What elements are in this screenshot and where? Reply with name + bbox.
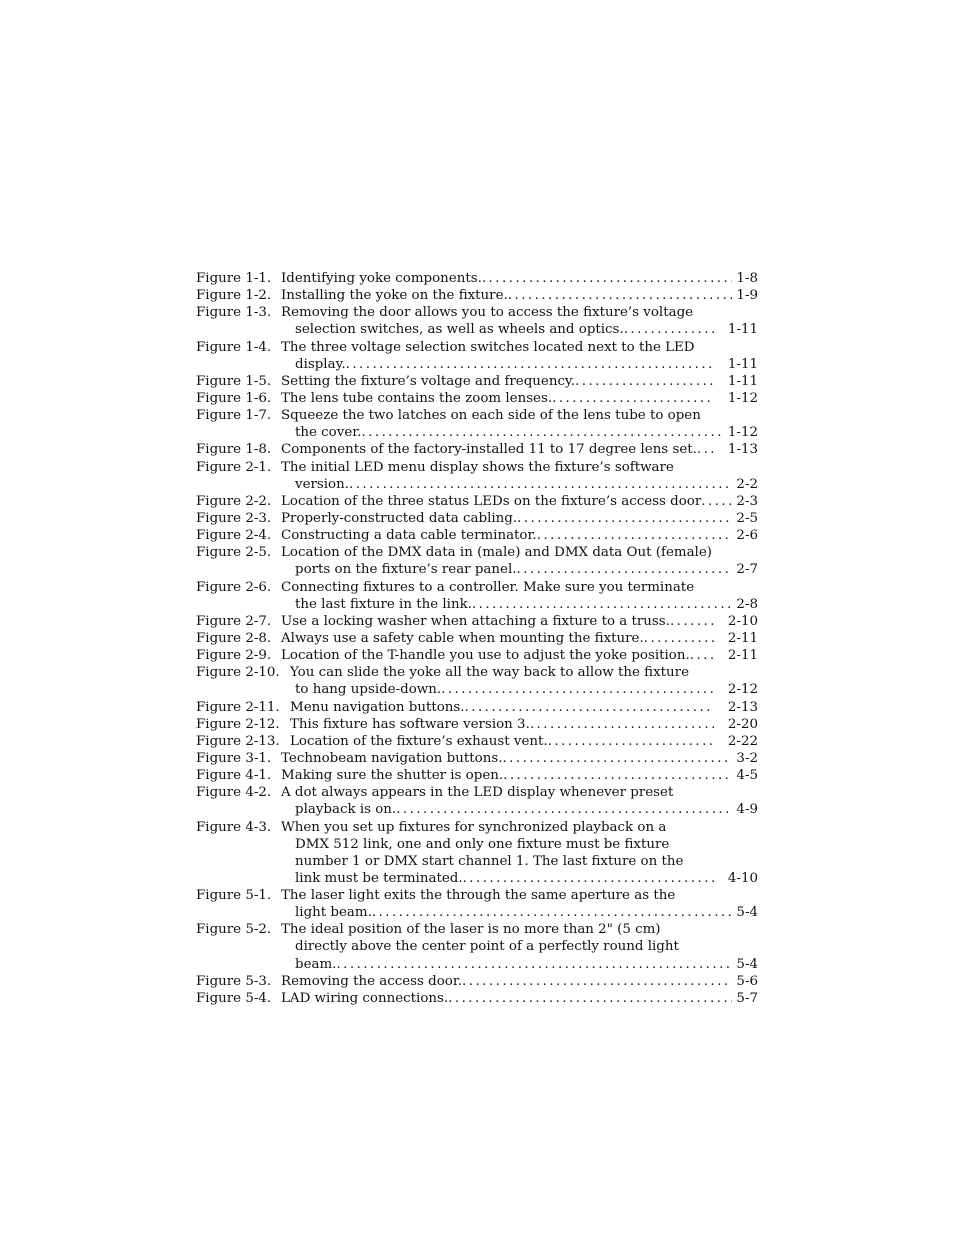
figure-caption: Technobeam navigation buttons. xyxy=(281,750,503,766)
figure-caption: Removing the access door. xyxy=(281,973,463,989)
figure-label: Figure 5-4. xyxy=(196,990,272,1006)
figure-label: Figure 2-11. xyxy=(196,699,280,715)
page-number: 5-4 xyxy=(736,905,758,921)
figure-caption: display. xyxy=(295,356,346,372)
dot-leader xyxy=(624,321,714,338)
figure-caption: Making sure the shutter is open. xyxy=(281,768,504,784)
figure-caption: the last fixture in the link. xyxy=(295,596,472,612)
page-number: 2-8 xyxy=(736,596,758,612)
page-number: 2-12 xyxy=(727,682,758,698)
page-number: 1-11 xyxy=(727,356,758,372)
figure-entry xyxy=(196,287,758,304)
page-number: 2-3 xyxy=(736,493,758,509)
page-number: 4-10 xyxy=(727,870,758,886)
page-number: 2-20 xyxy=(727,716,758,732)
dot-leader xyxy=(575,373,714,390)
figure-entry-line xyxy=(196,767,758,784)
figure-label: Figure 4-1. xyxy=(196,768,272,784)
dot-leader xyxy=(537,527,733,544)
list-of-figures xyxy=(196,270,758,1007)
dot-leader xyxy=(463,870,714,887)
dot-leader xyxy=(530,716,714,733)
figure-entry-line xyxy=(196,407,758,424)
figure-entry-line xyxy=(196,681,758,698)
figure-caption: The three voltage selection switches located next to the LED xyxy=(281,339,695,355)
figure-entry-line xyxy=(196,870,758,887)
figure-entry xyxy=(196,716,758,733)
figure-entry xyxy=(196,699,758,716)
dot-leader xyxy=(502,750,732,767)
figure-entry xyxy=(196,750,758,767)
dot-leader xyxy=(462,973,732,990)
figure-label: Figure 2-1. xyxy=(196,459,272,475)
figure-entry-line xyxy=(196,561,758,578)
figure-caption: This fixture has software version 3. xyxy=(290,716,530,732)
figure-entry-line xyxy=(196,390,758,407)
figure-entry xyxy=(196,664,758,698)
figure-entry-line xyxy=(196,270,758,287)
figure-caption: playback is on. xyxy=(295,802,397,818)
figure-label: Figure 2-12. xyxy=(196,716,280,732)
figure-entry-line xyxy=(196,956,758,973)
figure-entry-line xyxy=(196,510,758,527)
figure-entry xyxy=(196,733,758,750)
page-number: 1-8 xyxy=(736,271,758,286)
figure-label: Figure 2-6. xyxy=(196,579,272,595)
figure-entry xyxy=(196,339,758,373)
figure-entry-line xyxy=(196,990,758,1007)
figure-caption: Use a locking washer when attaching a fixture to a truss. xyxy=(281,613,670,629)
figure-label: Figure 1-7. xyxy=(196,408,272,424)
figure-entry-line xyxy=(196,699,758,716)
figure-label: Figure 2-2. xyxy=(196,493,272,509)
dot-leader xyxy=(465,699,714,716)
figure-entry-line xyxy=(196,801,758,818)
figure-caption: light beam. xyxy=(295,905,372,921)
figure-label: Figure 3-1. xyxy=(196,750,272,766)
dot-leader xyxy=(361,424,723,441)
figure-entry xyxy=(196,647,758,664)
figure-entry xyxy=(196,819,758,888)
dot-leader xyxy=(690,647,714,664)
page-number: 1-11 xyxy=(727,322,758,338)
figure-label: Figure 5-2. xyxy=(196,922,272,938)
dot-leader xyxy=(516,561,732,578)
figure-caption: Always use a safety cable when mounting the fixture. xyxy=(281,630,644,646)
page-number: 2-7 xyxy=(736,562,758,578)
figure-label: Figure 1-4. xyxy=(196,339,272,355)
figure-entry-line xyxy=(196,424,758,441)
figure-caption: Connecting fixtures to a controller. Make sure you terminate xyxy=(281,579,695,595)
dot-leader xyxy=(503,767,732,784)
figure-caption: Removing the door allows you to access the fixture’s voltage xyxy=(281,305,694,321)
figure-caption: The lens tube contains the zoom lenses. xyxy=(281,390,553,406)
figure-entry-line xyxy=(196,921,758,938)
figure-caption: Identifying yoke components. xyxy=(281,271,482,286)
figure-entry xyxy=(196,887,758,921)
figure-label: Figure 1-5. xyxy=(196,373,272,389)
figure-entry xyxy=(196,459,758,493)
page-number: 2-13 xyxy=(727,699,758,715)
figure-entry xyxy=(196,973,758,990)
page-number: 3-2 xyxy=(736,750,758,766)
figure-entry-line xyxy=(196,579,758,596)
figure-entry-line xyxy=(196,630,758,647)
figure-entry-line xyxy=(196,613,758,630)
figure-caption: A dot always appears in the LED display whenever preset xyxy=(281,785,674,801)
figure-entry-line xyxy=(196,853,758,870)
figure-entry xyxy=(196,441,758,458)
figure-label: Figure 5-1. xyxy=(196,888,272,904)
figure-entry xyxy=(196,544,758,578)
page-number: 1-12 xyxy=(727,425,758,441)
figure-caption: selection switches, as well as wheels and optics. xyxy=(295,322,624,338)
figure-entry xyxy=(196,630,758,647)
figure-entry-line xyxy=(196,819,758,836)
page-number: 4-9 xyxy=(736,802,758,818)
figure-entry-line xyxy=(196,784,758,801)
dot-leader xyxy=(396,801,732,818)
figure-caption: number 1 or DMX start channel 1. The last fixture on the xyxy=(295,853,684,869)
figure-entry-line xyxy=(196,459,758,476)
figure-label: Figure 1-6. xyxy=(196,390,272,406)
figure-entry-line xyxy=(196,716,758,733)
figure-label: Figure 2-10. xyxy=(196,665,280,681)
figure-caption: Constructing a data cable terminator. xyxy=(281,528,537,544)
page-number: 5-4 xyxy=(736,956,758,972)
figure-entry-line xyxy=(196,733,758,750)
figure-entry-line xyxy=(196,356,758,373)
page-number: 2-2 xyxy=(736,476,758,492)
page-number: 1-13 xyxy=(727,442,758,458)
figure-label: Figure 1-1. xyxy=(196,271,272,286)
dot-leader xyxy=(552,390,714,407)
page-number: 1-11 xyxy=(727,373,758,389)
figure-caption: Installing the yoke on the fixture. xyxy=(281,288,508,304)
figure-caption: Menu navigation buttons. xyxy=(290,699,465,715)
figure-entry-line xyxy=(196,441,758,458)
dot-leader xyxy=(644,630,714,647)
figure-label: Figure 2-3. xyxy=(196,510,272,526)
figure-entry-line xyxy=(196,287,758,304)
page-number: 1-9 xyxy=(736,288,758,304)
figure-caption: version. xyxy=(295,476,349,492)
dot-leader xyxy=(372,904,733,921)
figure-caption: Properly-constructed data cabling. xyxy=(281,510,518,526)
figure-entry-line xyxy=(196,938,758,955)
dot-leader xyxy=(336,956,732,973)
dot-leader xyxy=(697,441,714,458)
page-number: 4-5 xyxy=(736,768,758,784)
figure-entry xyxy=(196,390,758,407)
figure-entry xyxy=(196,270,758,287)
dot-leader xyxy=(517,510,732,527)
figure-caption: Location of the fixture’s exhaust vent. xyxy=(290,733,548,749)
figure-entry xyxy=(196,407,758,441)
figure-caption: The laser light exits the through the same aperture as the xyxy=(281,888,676,904)
figure-entry-line xyxy=(196,544,758,561)
figure-label: Figure 2-5. xyxy=(196,545,272,561)
figure-caption: LAD wiring connections. xyxy=(281,990,449,1006)
figure-entry-line xyxy=(196,321,758,338)
figure-caption: Setting the fixture’s voltage and frequency. xyxy=(281,373,576,389)
figure-label: Figure 2-4. xyxy=(196,528,272,544)
figure-label: Figure 2-13. xyxy=(196,733,280,749)
figure-label: Figure 2-8. xyxy=(196,630,272,646)
page-number: 5-6 xyxy=(736,973,758,989)
dot-leader xyxy=(448,990,732,1007)
figure-label: Figure 4-3. xyxy=(196,819,272,835)
dot-leader xyxy=(482,270,733,287)
figure-entry-line xyxy=(196,304,758,321)
dot-leader xyxy=(349,476,732,493)
figure-entry-line xyxy=(196,973,758,990)
figure-label: Figure 5-3. xyxy=(196,973,272,989)
figure-entry xyxy=(196,784,758,818)
figure-caption: Location of the T-handle you use to adjust the yoke position. xyxy=(281,648,690,664)
dot-leader xyxy=(346,356,714,373)
page-number: 2-11 xyxy=(727,630,758,646)
figure-entry xyxy=(196,921,758,972)
figure-entry-line xyxy=(196,373,758,390)
figure-entry xyxy=(196,767,758,784)
figure-caption: When you set up fixtures for synchronized playback on a xyxy=(281,819,667,835)
figure-entry xyxy=(196,613,758,630)
figure-caption: link must be terminated. xyxy=(295,870,463,886)
figure-label: Figure 4-2. xyxy=(196,785,272,801)
figure-entry-line xyxy=(196,476,758,493)
figure-caption: to hang upside-down. xyxy=(295,682,442,698)
dot-leader xyxy=(670,613,714,630)
figure-caption: ports on the fixture’s rear panel. xyxy=(295,562,517,578)
page-number: 2-6 xyxy=(736,528,758,544)
figure-caption: The ideal position of the laser is no more than 2" (5 cm) xyxy=(281,922,661,938)
figure-label: Figure 2-9. xyxy=(196,648,272,664)
figure-caption: DMX 512 link, one and only one fixture must be fixture xyxy=(295,836,670,852)
figure-caption: You can slide the yoke all the way back to allow the fixture xyxy=(290,665,689,681)
figure-caption: Components of the factory-installed 11 to 17 degree lens set. xyxy=(281,442,697,458)
figure-entry xyxy=(196,990,758,1007)
page-number: 2-11 xyxy=(727,648,758,664)
dot-leader xyxy=(548,733,714,750)
figure-entry-line xyxy=(196,887,758,904)
page-number: 5-7 xyxy=(736,990,758,1006)
figure-entry-line xyxy=(196,904,758,921)
page-number: 2-10 xyxy=(727,613,758,629)
dot-leader xyxy=(441,681,714,698)
dot-leader xyxy=(701,493,732,510)
figure-caption: beam. xyxy=(295,956,337,972)
figure-entry-line xyxy=(196,647,758,664)
figure-caption: directly above the center point of a perfectly round light xyxy=(295,939,679,955)
dot-leader xyxy=(472,596,732,613)
figure-label: Figure 1-3. xyxy=(196,305,272,321)
figure-label: Figure 1-2. xyxy=(196,288,272,304)
figure-caption: Location of the DMX data in (male) and DMX data Out (female) xyxy=(281,545,712,561)
figure-caption: Squeeze the two latches on each side of the lens tube to open xyxy=(281,408,701,424)
figure-entry xyxy=(196,373,758,390)
page-number: 2-22 xyxy=(727,733,758,749)
figure-entry-line xyxy=(196,493,758,510)
figure-entry-line xyxy=(196,596,758,613)
figure-entry xyxy=(196,510,758,527)
figure-entry-line xyxy=(196,836,758,853)
figure-entry xyxy=(196,493,758,510)
figure-entry xyxy=(196,304,758,338)
page-number: 2-5 xyxy=(736,510,758,526)
dot-leader xyxy=(508,287,733,304)
page-number: 1-12 xyxy=(727,390,758,406)
figure-caption: the cover. xyxy=(295,425,362,441)
figure-entry-line xyxy=(196,750,758,767)
figure-entry xyxy=(196,527,758,544)
figure-caption: Location of the three status LEDs on the fixture’s access door xyxy=(281,493,702,509)
figure-entry-line xyxy=(196,527,758,544)
figure-label: Figure 1-8. xyxy=(196,442,272,458)
figure-label: Figure 2-7. xyxy=(196,613,272,629)
figure-entry xyxy=(196,579,758,613)
figure-entry-line xyxy=(196,339,758,356)
figure-caption: The initial LED menu display shows the fixture’s software xyxy=(281,459,674,475)
figure-entry-line xyxy=(196,664,758,681)
